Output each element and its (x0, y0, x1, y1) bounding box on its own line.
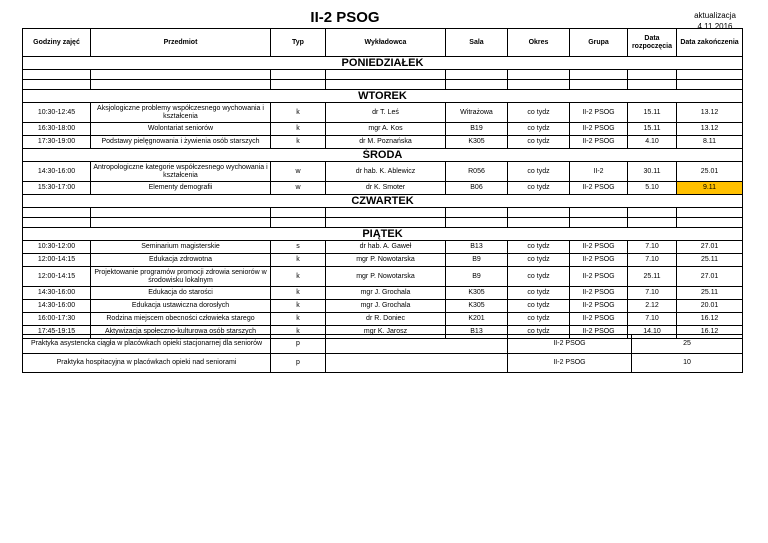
cell-period: co tydz (508, 254, 570, 267)
cell-time: 10:30-12:00 (23, 241, 91, 254)
table-row (23, 267, 743, 287)
day-row-tuesday (23, 90, 743, 103)
cell-time: 14:30-16:00 (23, 300, 91, 313)
cell-group: II-2 PSOG (570, 182, 628, 195)
cell-group: II-2 PSOG (570, 300, 628, 313)
cell-lecturer: mgr P. Nowotarska (326, 267, 446, 287)
cell-lecturer: dr K. Smoter (326, 182, 446, 195)
cell-group: II-2 PSOG (570, 123, 628, 136)
cell-room: B13 (446, 326, 508, 339)
day-label-friday: PIĄTEK (23, 228, 743, 241)
cell-start: 2.12 (628, 300, 677, 313)
table-row (23, 162, 743, 182)
cell-start: 5.10 (628, 182, 677, 195)
cell-subject: Podstawy pielęgnowania i żywienia osób starszych (91, 136, 271, 149)
cell-subject: Projektowanie programów promocji zdrowia seniorów w środowisku lokalnym (91, 267, 271, 287)
empty-row (23, 208, 743, 218)
header-end: Data zakończenia (677, 29, 743, 57)
cell-type: k (271, 300, 326, 313)
cell-end: 27.01 (677, 267, 743, 287)
cell-subject: Edukacja ustawiczna dorosłych (91, 300, 271, 313)
cell-lecturer: dr hab. A. Gaweł (326, 241, 446, 254)
cell-time: 12:00-14:15 (23, 267, 91, 287)
cell-subject: Antropologiczne kategorie współczesnego wychowania i kształcenia (91, 162, 271, 182)
practice-blank (326, 354, 508, 373)
cell-group: II-2 PSOG (570, 313, 628, 326)
table-row (23, 313, 743, 326)
cell-period: co tydz (508, 241, 570, 254)
practice-row (23, 335, 743, 354)
practice-subject: Praktyka hospitacyjna w placówkach opieki nad seniorami (23, 354, 271, 373)
day-label-tuesday: WTOREK (23, 90, 743, 103)
cell-type: k (271, 267, 326, 287)
cell-period: co tydz (508, 267, 570, 287)
cell-group: II-2 PSOG (570, 287, 628, 300)
cell-group: II-2 (570, 162, 628, 182)
cell-time: 17:45-19:15 (23, 326, 91, 339)
cell-end: 13.12 (677, 123, 743, 136)
cell-time: 12:00-14:15 (23, 254, 91, 267)
table-row (23, 300, 743, 313)
header-time: Godziny zajęć (23, 29, 91, 57)
header-row (23, 29, 743, 57)
header-period: Okres (508, 29, 570, 57)
table-row (23, 103, 743, 123)
cell-room: K201 (446, 313, 508, 326)
cell-time: 14:30-16:00 (23, 162, 91, 182)
empty-row (23, 80, 743, 90)
cell-room: Witrażowa (446, 103, 508, 123)
cell-end-highlighted: 9.11 (677, 182, 743, 195)
cell-lecturer: dr hab. K. Ablewicz (326, 162, 446, 182)
cell-room: K305 (446, 287, 508, 300)
table-row (23, 123, 743, 136)
cell-end: 27.01 (677, 241, 743, 254)
practice-hours: 10 (632, 354, 743, 373)
cell-group: II-2 PSOG (570, 241, 628, 254)
cell-start: 7.10 (628, 241, 677, 254)
cell-start: 15.11 (628, 103, 677, 123)
cell-subject: Wolontariat seniorów (91, 123, 271, 136)
cell-start: 30.11 (628, 162, 677, 182)
cell-lecturer: mgr P. Nowotarska (326, 254, 446, 267)
table-row (23, 136, 743, 149)
cell-end: 25.11 (677, 287, 743, 300)
page-title: II-2 PSOG (310, 9, 380, 26)
update-label: aktualizacja (694, 11, 736, 20)
cell-period: co tydz (508, 300, 570, 313)
cell-type: k (271, 287, 326, 300)
cell-start: 7.10 (628, 254, 677, 267)
header-lecturer: Wykładowca (326, 29, 446, 57)
cell-group: II-2 PSOG (570, 326, 628, 339)
practice-group: II-2 PSOG (508, 335, 632, 354)
cell-time: 15:30-17:00 (23, 182, 91, 195)
day-label-monday: PONIEDZIAŁEK (23, 57, 743, 70)
cell-subject: Aktywizacja społeczno-kulturowa osób starszych (91, 326, 271, 339)
cell-start: 4.10 (628, 136, 677, 149)
cell-start: 14.10 (628, 326, 677, 339)
cell-lecturer: dr M. Poznańska (326, 136, 446, 149)
cell-end: 16.12 (677, 313, 743, 326)
cell-period: co tydz (508, 313, 570, 326)
cell-lecturer: mgr K. Jarosz (326, 326, 446, 339)
practice-type: p (271, 354, 326, 373)
cell-period: co tydz (508, 103, 570, 123)
empty-row (23, 70, 743, 80)
cell-room: K305 (446, 136, 508, 149)
cell-subject: Edukacja do starości (91, 287, 271, 300)
cell-lecturer: mgr J. Grochala (326, 287, 446, 300)
cell-group: II-2 PSOG (570, 267, 628, 287)
cell-type: w (271, 162, 326, 182)
cell-lecturer: mgr A. Kos (326, 123, 446, 136)
table-row (23, 241, 743, 254)
cell-period: co tydz (508, 182, 570, 195)
table-row (23, 182, 743, 195)
practice-row (23, 354, 743, 373)
header-room: Sala (446, 29, 508, 57)
update-date: 4.11.2016 (697, 22, 733, 31)
cell-subject: Edukacja zdrowotna (91, 254, 271, 267)
header-group: Grupa (570, 29, 628, 57)
cell-time: 16:00-17:30 (23, 313, 91, 326)
header-subject: Przedmiot (91, 29, 271, 57)
cell-room: B9 (446, 254, 508, 267)
cell-group: II-2 PSOG (570, 103, 628, 123)
cell-lecturer: dr R. Doniec (326, 313, 446, 326)
table-row (23, 287, 743, 300)
day-label-thursday: CZWARTEK (23, 195, 743, 208)
cell-room: R056 (446, 162, 508, 182)
cell-type: k (271, 123, 326, 136)
cell-period: co tydz (508, 136, 570, 149)
empty-row (23, 218, 743, 228)
cell-type: k (271, 313, 326, 326)
cell-period: co tydz (508, 326, 570, 339)
cell-room: B13 (446, 241, 508, 254)
cell-room: B06 (446, 182, 508, 195)
cell-type: k (271, 136, 326, 149)
cell-period: co tydz (508, 162, 570, 182)
practice-table (22, 334, 743, 373)
cell-start: 25.11 (628, 267, 677, 287)
cell-room: B19 (446, 123, 508, 136)
cell-lecturer: dr T. Leś (326, 103, 446, 123)
cell-lecturer: mgr J. Grochala (326, 300, 446, 313)
cell-end: 13.12 (677, 103, 743, 123)
cell-period: co tydz (508, 123, 570, 136)
cell-start: 7.10 (628, 313, 677, 326)
practice-hours: 25 (632, 335, 743, 354)
practice-group: II-2 PSOG (508, 354, 632, 373)
cell-group: II-2 PSOG (570, 254, 628, 267)
cell-subject: Elementy demografii (91, 182, 271, 195)
cell-start: 15.11 (628, 123, 677, 136)
cell-type: k (271, 326, 326, 339)
table-row (23, 254, 743, 267)
cell-period: co tydz (508, 287, 570, 300)
header-start: Data rozpoczęcia (628, 29, 677, 57)
cell-room: K305 (446, 300, 508, 313)
cell-end: 20.01 (677, 300, 743, 313)
cell-time: 14:30-16:00 (23, 287, 91, 300)
cell-end: 16.12 (677, 326, 743, 339)
practice-type: p (271, 335, 326, 354)
day-row-friday (23, 228, 743, 241)
cell-group: II-2 PSOG (570, 136, 628, 149)
cell-end: 25.01 (677, 162, 743, 182)
practice-subject: Praktyka asystencka ciągła w placówkach opieki stacjonarnej dla seniorów (23, 335, 271, 354)
cell-end: 25.11 (677, 254, 743, 267)
cell-time: 10:30-12:45 (23, 103, 91, 123)
cell-type: k (271, 254, 326, 267)
cell-type: w (271, 182, 326, 195)
day-row-thursday (23, 195, 743, 208)
day-label-wednesday: ŚRODA (23, 149, 743, 162)
cell-room: B9 (446, 267, 508, 287)
practice-blank (326, 335, 508, 354)
cell-end: 8.11 (677, 136, 743, 149)
day-row-monday (23, 57, 743, 70)
cell-start: 7.10 (628, 287, 677, 300)
cell-type: s (271, 241, 326, 254)
cell-subject: Seminarium magisterskie (91, 241, 271, 254)
cell-time: 16:30-18:00 (23, 123, 91, 136)
cell-subject: Rodzina miejscem obecności człowieka starego (91, 313, 271, 326)
day-row-wednesday (23, 149, 743, 162)
cell-subject: Aksjologiczne problemy współczesnego wychowania i kształcenia (91, 103, 271, 123)
header-type: Typ (271, 29, 326, 57)
cell-type: k (271, 103, 326, 123)
schedule-table (22, 28, 743, 339)
cell-time: 17:30-19:00 (23, 136, 91, 149)
